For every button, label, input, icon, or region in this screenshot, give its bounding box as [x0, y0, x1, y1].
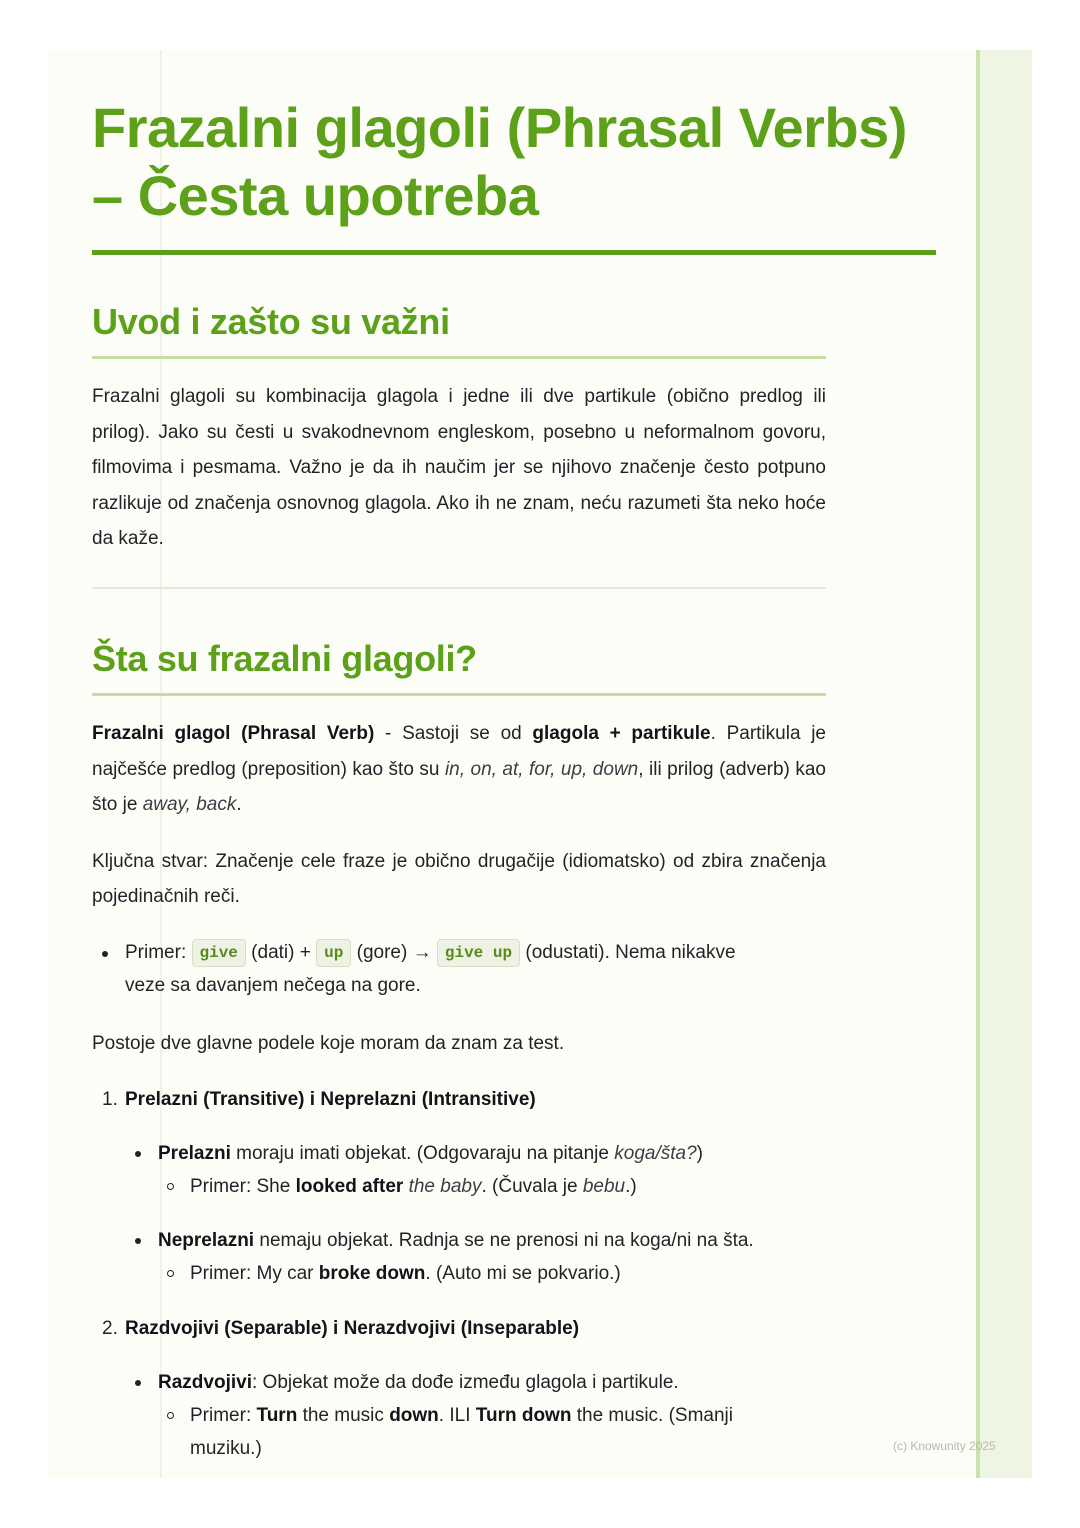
bullet-icon — [135, 1380, 141, 1386]
divisions-intro: Postoje dve glavne podele koje moram da znam za test. — [92, 1033, 565, 1054]
text: (odustati). Nema nikakve — [520, 942, 736, 963]
list-item-transitive — [158, 1137, 838, 1170]
text: Turn down — [475, 1405, 572, 1426]
copyright-footer: (c) Knowunity 2025 — [893, 1439, 996, 1453]
section-heading: Šta su frazalni glagoli? — [92, 638, 477, 679]
text: - Sastoji se od — [374, 723, 533, 744]
text: (dati) + — [245, 942, 317, 963]
example-adverbs: away, back — [142, 794, 237, 815]
intro-paragraph: Frazalni glagoli su kombinacija glagola i jedne ili dve partikule (obično predlog ili prilog). Jako su česti u svakodnevnom engleskom, posebno u neformalnom govoru, filmovima i pesmama. Važno je da ih naučim jer se njihovo značenje često potpuno razlikuje od značenja osnovnog glagola. Ako ih ne znam, neću razumeti šta neko hoće da kaže. — [92, 386, 826, 549]
division-title — [125, 1312, 579, 1345]
text: . (Auto mi se pokvario.) — [425, 1263, 621, 1284]
text: . ILI — [438, 1405, 476, 1426]
text: ) — [696, 1143, 703, 1164]
side-margin-strip — [976, 50, 1032, 1478]
list-number: 2. — [102, 1318, 118, 1339]
sub-item-example — [190, 1399, 840, 1465]
sub-bullet-icon — [167, 1270, 174, 1277]
bullet-icon — [135, 1151, 141, 1157]
bullet-icon — [102, 951, 108, 957]
key-point-paragraph: Ključna stvar: Značenje cele fraze je obično drugačije (idiomatsko) od zbira značenja pojedinačnih reči. — [92, 850, 826, 907]
text: the baby — [408, 1176, 482, 1197]
example-particles: in, on, at, for, up, down — [444, 758, 639, 780]
sub-bullet-icon — [167, 1412, 174, 1419]
text: Turn — [256, 1405, 298, 1426]
text: Razdvojivi (Separable) i Nerazdvojivi (Inseparable) — [125, 1318, 580, 1339]
text: veze sa davanjem nečega na gore. — [125, 975, 421, 996]
text: the music. (Smanji — [571, 1405, 733, 1426]
emphasis: glagola + partikule — [532, 723, 711, 744]
section-heading: Uvod i zašto su važni — [92, 301, 450, 342]
text: Primer: My car — [190, 1263, 319, 1284]
list-item-intransitive — [158, 1224, 838, 1257]
text: Primer: She — [190, 1176, 296, 1197]
section-intro — [92, 300, 826, 589]
list-number: 1. — [102, 1089, 118, 1110]
text: down — [389, 1405, 439, 1426]
text: koga/šta? — [614, 1143, 697, 1164]
text: Primer: — [190, 1405, 257, 1426]
text: . Partikula je najčešće predlog (preposition) kao što su — [92, 723, 826, 780]
text: moraju imati objekat. (Odgovaraju na pitanje — [230, 1143, 615, 1164]
text: . — [236, 794, 242, 815]
text: Razdvojivi — [158, 1372, 252, 1393]
text: : Objekat može da dođe između glagola i partikule. — [251, 1372, 679, 1393]
text: looked after — [295, 1176, 404, 1197]
text: Prelazni (Transitive) i Neprelazni (Intransitive) — [125, 1089, 536, 1110]
text: the music — [297, 1405, 390, 1426]
definition-paragraph — [92, 716, 826, 823]
division-title — [125, 1083, 536, 1116]
text: broke down — [318, 1263, 426, 1284]
code-give: give — [192, 939, 246, 967]
heading-rule — [92, 356, 826, 359]
example-item — [125, 936, 825, 1002]
section-what-are — [92, 637, 826, 915]
text: , ili prilog (adverb) kao što je — [92, 758, 826, 815]
text: muziku.) — [190, 1438, 262, 1459]
text: Prelazni — [158, 1143, 231, 1164]
text: Primer: — [125, 942, 192, 963]
bullet-icon — [135, 1238, 141, 1244]
sub-item-example — [190, 1170, 840, 1203]
text: Neprelazni — [158, 1230, 255, 1251]
document-page — [48, 50, 1032, 1478]
code-up: up — [316, 939, 351, 967]
definition-term: Frazalni glagol (Phrasal Verb) — [92, 723, 375, 744]
text: bebu — [582, 1176, 626, 1197]
list-item-separable — [158, 1366, 838, 1399]
text: (gore) → — [351, 942, 437, 963]
title-rule — [92, 250, 936, 255]
section-divider — [92, 587, 826, 589]
heading-rule — [92, 693, 826, 696]
page-title: Frazalni glagoli (Phrasal Verbs) – Česta upotreba — [92, 96, 907, 227]
sub-item-example — [190, 1257, 840, 1290]
code-give-up: give up — [437, 939, 520, 967]
text: nemaju objekat. Radnja se ne prenosi ni na koga/ni na šta. — [254, 1230, 754, 1251]
text: .) — [625, 1176, 637, 1197]
sub-bullet-icon — [167, 1183, 174, 1190]
text: . (Čuvala je — [481, 1176, 583, 1197]
